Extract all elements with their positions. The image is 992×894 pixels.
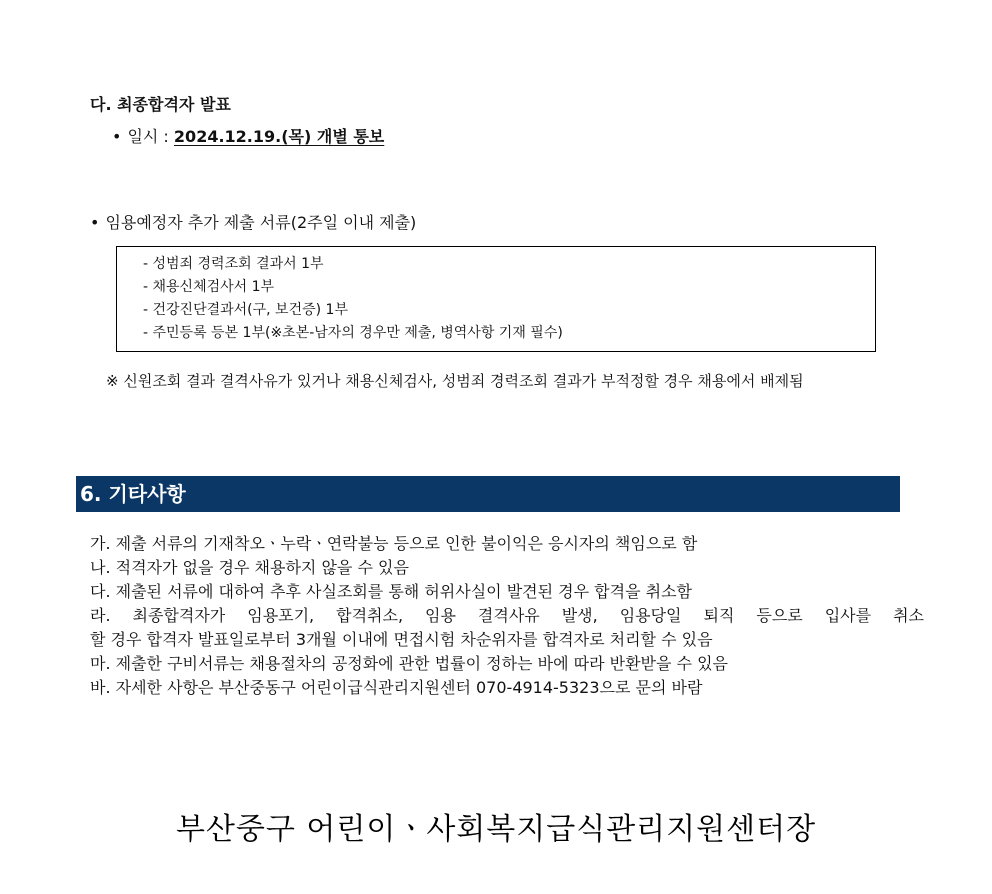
doc-item: - 채용신체검사서 1부: [143, 279, 275, 295]
etc-line: 나. 적격자가 없을 경우 채용하지 않을 수 있음: [90, 558, 409, 577]
section-6-banner: 6. 기타사항: [76, 476, 900, 512]
date-label: 일시 :: [127, 127, 174, 146]
additional-docs-title: 임용예정자 추가 제출 서류(2주일 이내 제출): [105, 213, 417, 232]
announcement-date-line: [112, 124, 384, 147]
doc-item: - 건강진단결과서(구, 보건증) 1부: [143, 302, 348, 318]
additional-docs-title-line: [90, 210, 416, 233]
etc-line: 바. 자세한 사항은 부산중동구 어린이급식관리지원센터 070-4914-5323으로 문의 바람: [90, 678, 703, 697]
doc-item: - 주민등록 등본 1부(※초본-남자의 경우만 제출, 병역사항 기재 필수): [143, 325, 563, 341]
etc-line: 가. 제출 서류의 기재착오ㆍ누락ㆍ연락불능 등으로 인한 불이익은 응시자의 책임으로 함: [90, 534, 698, 553]
final-announcement-heading: 다. 최종합격자 발표: [90, 95, 231, 114]
bullet-icon: •: [112, 127, 122, 146]
etc-line: 라. 최종합격자가 임용포기, 합격취소, 임용 결격사유 발생, 임용당일 퇴직 등으로 입사를 취소: [90, 606, 924, 625]
etc-line: 할 경우 합격자 발표일로부터 3개월 이내에 면접시험 차순위자를 합격자로 처리할 수 있음: [90, 630, 713, 649]
etc-line: 다. 제출된 서류에 대하여 추후 사실조회를 통해 허위사실이 발견된 경우 합격을 취소함: [90, 582, 692, 601]
etc-list: [90, 532, 924, 700]
date-value: 2024.12.19.(목) 개별 통보: [173, 127, 385, 146]
doc-item: - 성범죄 경력조회 결과서 1부: [143, 256, 324, 272]
bullet-icon: •: [90, 213, 100, 232]
center-director-signature: 부산중구 어린이ㆍ사회복지급식관리지원센터장: [175, 812, 817, 847]
additional-docs-box: [116, 246, 876, 352]
etc-line: 마. 제출한 구비서류는 채용절차의 공정화에 관한 법률이 정하는 바에 따라 반환받을 수 있음: [90, 654, 728, 673]
exclusion-note: ※ 신원조회 결과 결격사유가 있거나 채용신체검사, 성범죄 경력조회 결과가 부적정할 경우 채용에서 배제됨: [106, 372, 804, 390]
